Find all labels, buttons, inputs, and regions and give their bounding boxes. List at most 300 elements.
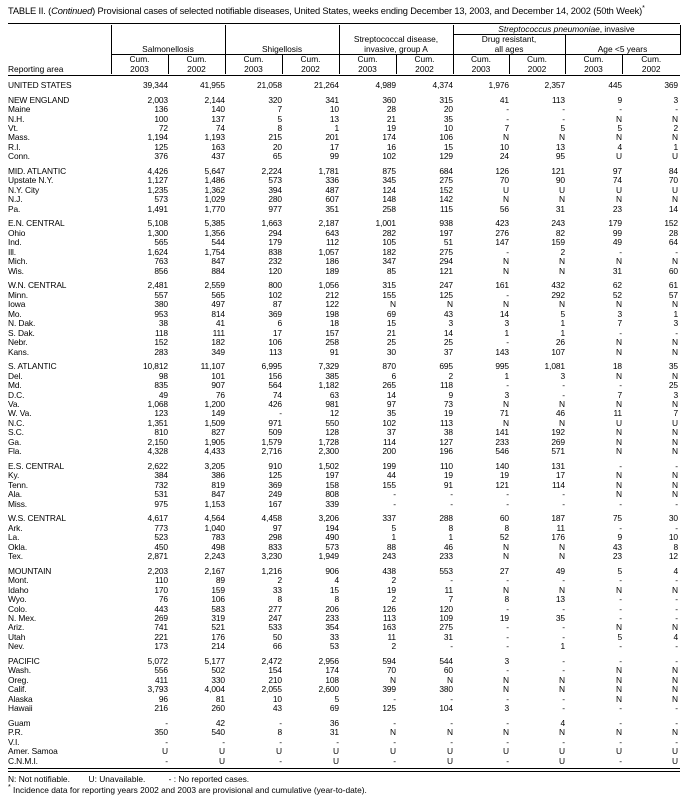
data-cell: 141: [495, 427, 509, 438]
table-row: [8, 238, 680, 247]
data-cell: N: [616, 398, 622, 409]
data-cell: -: [393, 736, 396, 747]
data-cell: 800: [268, 280, 282, 291]
table-row: [8, 205, 680, 214]
data-cell: 294: [268, 227, 282, 238]
reporting-area-cell: Kans.: [8, 346, 29, 357]
data-cell: 46: [443, 541, 453, 552]
data-cell: 533: [268, 622, 282, 633]
data-cell: N: [672, 693, 678, 704]
data-cell: 41: [499, 94, 509, 105]
data-cell: 201: [325, 132, 339, 143]
data-cell: 10,812: [142, 361, 168, 372]
data-cell: -: [619, 703, 622, 714]
data-cell: 5: [617, 122, 622, 133]
data-cell: 1,056: [318, 280, 339, 291]
data-cell: 82: [555, 227, 565, 238]
data-cell: 104: [439, 703, 453, 714]
table-row: [8, 533, 680, 542]
reporting-area-cell: D.C.: [8, 389, 25, 400]
data-cell: 938: [439, 218, 453, 229]
data-cell: -: [562, 703, 565, 714]
data-cell: 7: [617, 389, 622, 400]
table-row: [8, 338, 680, 347]
data-cell: -: [450, 575, 453, 586]
data-cell: 17: [555, 470, 565, 481]
data-cell: 732: [154, 479, 168, 490]
data-cell: U: [672, 151, 678, 162]
data-cell: 4: [334, 575, 339, 586]
data-cell: U: [503, 746, 509, 757]
data-cell: 98: [158, 370, 168, 381]
data-cell: N: [447, 674, 453, 685]
header-group-strep-pneumoniae-italic: Streptococcus pneumoniae: [498, 23, 600, 34]
data-cell: 10: [329, 104, 339, 115]
data-cell: 41,955: [199, 79, 225, 90]
data-cell: 4: [617, 141, 622, 152]
data-cell: 156: [268, 370, 282, 381]
data-cell: 7,329: [318, 361, 339, 372]
data-cell: N: [559, 398, 565, 409]
data-cell: N: [559, 584, 565, 595]
reporting-area-cell: Colo.: [8, 603, 28, 614]
data-cell: 7: [448, 594, 453, 605]
data-cell: 247: [439, 280, 453, 291]
data-cell: 546: [495, 446, 509, 457]
data-cell: 11: [613, 408, 622, 419]
table-row: [8, 567, 680, 576]
data-cell: 179: [608, 218, 622, 229]
data-cell: 3: [504, 318, 509, 329]
data-cell: 125: [154, 141, 168, 152]
data-cell: 1,193: [204, 132, 225, 143]
data-cell: 50: [272, 631, 282, 642]
notifiable-diseases-table: [8, 23, 680, 767]
data-cell: 121: [551, 165, 565, 176]
table-row: [8, 167, 680, 176]
data-cell: 319: [211, 613, 225, 624]
data-cell: -: [506, 622, 509, 633]
data-cell: -: [450, 693, 453, 704]
data-cell: 137: [211, 113, 225, 124]
data-cell: N: [559, 727, 565, 738]
data-cell: 210: [268, 674, 282, 685]
data-cell: 61: [668, 280, 678, 291]
data-cell: N: [390, 674, 396, 685]
data-cell: 111: [212, 327, 225, 338]
data-cell: 170: [154, 584, 168, 595]
data-cell: 155: [382, 479, 396, 490]
data-cell: 8: [277, 122, 282, 133]
table-row: [8, 391, 680, 400]
data-cell: 233: [439, 551, 453, 562]
reporting-area-cell: Minn.: [8, 289, 28, 300]
data-cell: -: [222, 736, 225, 747]
data-cell: 571: [551, 446, 565, 457]
data-cell: -: [562, 104, 565, 115]
data-cell: 1: [560, 641, 565, 652]
data-cell: 294: [439, 256, 453, 267]
data-cell: -: [279, 408, 282, 419]
data-cell: 2,481: [147, 280, 168, 291]
data-cell: N: [616, 446, 622, 457]
data-cell: 550: [325, 417, 339, 428]
table-row: [8, 543, 680, 552]
data-cell: 91: [443, 479, 453, 490]
data-cell: 60: [668, 265, 678, 276]
data-cell: 108: [325, 674, 339, 685]
data-cell: 174: [325, 665, 339, 676]
data-cell: 1,081: [544, 361, 565, 372]
footnote-incidence-note: [8, 785, 680, 795]
data-cell: 69: [386, 308, 396, 319]
data-cell: N: [672, 337, 678, 348]
data-cell: 14: [668, 203, 678, 214]
data-cell: -: [279, 736, 282, 747]
data-cell: -: [506, 337, 509, 348]
data-cell: 114: [382, 436, 396, 447]
reporting-area-cell: UNITED STATES: [8, 79, 72, 90]
data-cell: -: [562, 622, 565, 633]
data-cell: -: [393, 498, 396, 509]
data-cell: 243: [382, 551, 396, 562]
data-cell: U: [559, 755, 565, 766]
data-cell: 69: [329, 703, 339, 714]
data-cell: 140: [211, 104, 225, 115]
data-cell: 907: [211, 380, 225, 391]
data-cell: 292: [551, 289, 565, 300]
data-cell: 1,194: [147, 132, 168, 143]
data-cell: 10: [443, 122, 453, 133]
reporting-area-cell: MOUNTAIN: [8, 565, 52, 576]
reporting-area-cell: Md.: [8, 380, 22, 391]
data-cell: 70: [386, 665, 396, 676]
data-cell: 142: [439, 194, 453, 205]
data-cell: 11,107: [200, 361, 225, 372]
data-cell: 1,502: [318, 460, 339, 471]
data-cell: 65: [272, 151, 282, 162]
data-cell: 102: [382, 417, 396, 428]
data-cell: 72: [158, 122, 168, 133]
data-cell: N: [503, 584, 509, 595]
data-cell: -: [619, 380, 622, 391]
data-cell: -: [675, 327, 678, 338]
data-cell: 1,001: [375, 218, 396, 229]
table-row: [8, 257, 680, 266]
data-cell: N: [616, 584, 622, 595]
table-row: [8, 552, 680, 561]
data-cell: 4,004: [204, 684, 225, 695]
table-row: [8, 576, 680, 585]
data-cell: 23: [612, 551, 622, 562]
data-cell: -: [619, 246, 622, 257]
data-cell: -: [562, 603, 565, 614]
data-cell: 6: [391, 370, 396, 381]
data-cell: N: [672, 489, 678, 500]
data-cell: N: [672, 470, 678, 481]
reporting-area-cell: Pa.: [8, 203, 21, 214]
data-cell: 37: [386, 427, 396, 438]
data-cell: 9: [617, 94, 622, 105]
header-group-drug-resistant-line1: Drug resistant,: [481, 34, 537, 45]
data-cell: 1,509: [204, 417, 225, 428]
data-cell: 3: [504, 703, 509, 714]
data-cell: U: [616, 184, 622, 195]
data-cell: 1,728: [318, 436, 339, 447]
data-cell: 315: [439, 94, 453, 105]
data-cell: -: [165, 717, 168, 728]
data-cell: 163: [211, 141, 225, 152]
data-cell: 14: [386, 389, 396, 400]
reporting-area-cell: Utah: [8, 631, 26, 642]
data-cell: 2: [448, 370, 453, 381]
table-row: [8, 329, 680, 338]
cum-label: Cum.: [357, 54, 378, 65]
data-cell: N: [616, 256, 622, 267]
data-cell: 64: [668, 237, 678, 248]
data-cell: N: [672, 622, 678, 633]
data-cell: N: [616, 436, 622, 447]
reporting-area-cell: Miss.: [8, 498, 28, 509]
data-cell: 113: [382, 613, 396, 624]
data-cell: -: [619, 613, 622, 624]
data-cell: 4,374: [432, 79, 453, 90]
data-cell: -: [562, 693, 565, 704]
data-cell: 276: [495, 227, 509, 238]
header-group-strep-group-a-line1: Streptococcal disease,: [353, 34, 439, 45]
data-cell: -: [165, 736, 168, 747]
data-cell: 275: [439, 246, 453, 257]
table-row: [8, 471, 680, 480]
data-cell: -: [393, 755, 396, 766]
data-cell: -: [675, 603, 678, 614]
data-cell: 2: [391, 594, 396, 605]
data-cell: -: [450, 498, 453, 509]
data-cell: 1: [560, 327, 565, 338]
footnotes: [8, 774, 680, 795]
header-col-salmonellosis-2003: [111, 55, 168, 75]
data-cell: -: [506, 717, 509, 728]
data-cell: 2: [277, 575, 282, 586]
data-cell: 182: [382, 246, 396, 257]
data-cell: 384: [154, 470, 168, 481]
data-cell: 3: [560, 370, 565, 381]
data-cell: 88: [386, 541, 396, 552]
data-cell: 158: [325, 479, 339, 490]
data-cell: 523: [154, 532, 168, 543]
data-cell: 125: [439, 289, 453, 300]
data-cell: N: [559, 194, 565, 205]
data-cell: 122: [325, 299, 339, 310]
data-cell: 19: [386, 122, 396, 133]
data-cell: 5,385: [204, 218, 225, 229]
footnote-star: *: [8, 783, 11, 791]
data-cell: -: [619, 755, 622, 766]
data-cell: 46: [555, 408, 565, 419]
data-cell: N: [503, 684, 509, 695]
data-cell: 52: [499, 532, 509, 543]
data-cell: U: [503, 184, 509, 195]
data-cell: -: [165, 755, 168, 766]
table-row: [8, 481, 680, 490]
header-group-salmonellosis-label: Salmonellosis: [142, 43, 194, 54]
table-row: [8, 124, 680, 133]
data-cell: 13: [555, 141, 565, 152]
data-cell: -: [619, 594, 622, 605]
data-cell: 4,458: [261, 513, 282, 524]
data-cell: 118: [439, 380, 453, 391]
data-cell: 509: [268, 427, 282, 438]
data-cell: 19: [499, 613, 509, 624]
data-cell: 7: [277, 104, 282, 115]
data-cell: N: [672, 436, 678, 447]
data-cell: 33: [329, 631, 339, 642]
data-cell: 107: [551, 346, 565, 357]
reporting-area-cell: Amer. Samoa: [8, 746, 58, 757]
cum-label: Cum.: [129, 54, 150, 65]
data-cell: -: [562, 656, 565, 667]
data-cell: 11: [387, 631, 396, 642]
data-cell: 8: [334, 594, 339, 605]
data-cell: 12: [668, 551, 678, 562]
data-cell: 5: [334, 693, 339, 704]
data-cell: 2: [391, 575, 396, 586]
data-cell: 73: [443, 398, 453, 409]
data-cell: N: [672, 194, 678, 205]
data-cell: 347: [382, 256, 396, 267]
data-cell: 99: [612, 227, 622, 238]
data-cell: 4,328: [147, 446, 168, 457]
data-cell: 498: [211, 541, 225, 552]
data-cell: 394: [268, 184, 282, 195]
data-cell: 8: [504, 594, 509, 605]
data-cell: N: [616, 622, 622, 633]
data-cell: 450: [154, 541, 168, 552]
data-cell: 194: [325, 522, 339, 533]
cum-label: Cum.: [414, 54, 435, 65]
header-group-strep-pneumoniae: [453, 25, 680, 35]
data-cell: N: [672, 584, 678, 595]
data-cell: N: [672, 446, 678, 457]
data-cell: -: [562, 113, 565, 124]
data-cell: 152: [154, 337, 168, 348]
header-group-age-under-5-label: Age <5 years: [597, 43, 648, 54]
reporting-area-cell: Fla.: [8, 446, 22, 457]
data-cell: 258: [325, 337, 339, 348]
data-cell: 3: [504, 389, 509, 400]
data-cell: -: [619, 717, 622, 728]
data-cell: 75: [612, 513, 622, 524]
data-cell: 43: [443, 308, 453, 319]
data-cell: 74: [272, 389, 282, 400]
reporting-area-cell: Upstate N.Y.: [8, 175, 54, 186]
title-footnote-marker: *: [642, 4, 645, 12]
data-cell: 3: [617, 308, 622, 319]
data-cell: U: [559, 746, 565, 757]
data-cell: 20: [443, 104, 453, 115]
data-cell: 149: [211, 408, 225, 419]
title-continued: Continued: [51, 6, 93, 16]
reporting-area-cell: Ill.: [8, 246, 16, 257]
data-cell: -: [675, 641, 678, 652]
data-cell: -: [450, 489, 453, 500]
data-cell: 808: [325, 489, 339, 500]
data-cell: U: [672, 417, 678, 428]
reporting-area-cell: W.S. CENTRAL: [8, 513, 66, 524]
data-cell: N: [559, 299, 565, 310]
reporting-area-cell: S. Dak.: [8, 327, 35, 338]
data-cell: 1,754: [204, 246, 225, 257]
data-cell: 91: [329, 346, 339, 357]
header-col-age-under-5-2002: [622, 55, 680, 75]
data-cell: 125: [268, 470, 282, 481]
reporting-area-cell: Nev.: [8, 641, 25, 652]
data-cell: 814: [211, 308, 225, 319]
data-cell: N: [447, 299, 453, 310]
data-cell: -: [675, 498, 678, 509]
data-cell: 136: [154, 104, 168, 115]
data-cell: -: [619, 498, 622, 509]
data-cell: 28: [668, 227, 678, 238]
data-cell: 14: [443, 327, 453, 338]
title-suffix: ) Provisional cases of selected notifiable diseases, United States, weeks ending December 13, 2003, and December 14, 2002 (50th Week): [92, 6, 643, 16]
data-cell: N: [503, 398, 509, 409]
data-cell: 1,182: [318, 380, 339, 391]
data-cell: -: [562, 575, 565, 586]
data-cell: N: [503, 194, 509, 205]
reporting-area-cell: Wis.: [8, 265, 24, 276]
data-cell: 21: [386, 113, 396, 124]
data-cell: 56: [499, 203, 509, 214]
data-cell: 197: [325, 470, 339, 481]
table-row: [8, 248, 680, 257]
data-cell: 330: [211, 674, 225, 685]
data-cell: 74: [612, 175, 622, 186]
data-cell: -: [619, 575, 622, 586]
data-cell: -: [393, 717, 396, 728]
data-cell: 521: [211, 622, 225, 633]
data-cell: -: [506, 603, 509, 614]
data-cell: 148: [382, 194, 396, 205]
data-cell: N: [672, 674, 678, 685]
data-cell: 247: [268, 613, 282, 624]
data-cell: -: [506, 289, 509, 300]
data-cell: 157: [325, 327, 339, 338]
data-cell: N: [559, 684, 565, 695]
data-cell: N: [616, 346, 622, 357]
data-cell: N: [616, 674, 622, 685]
data-cell: 490: [325, 532, 339, 543]
table-row: [8, 281, 680, 290]
data-cell: -: [336, 736, 339, 747]
data-cell: -: [393, 693, 396, 704]
data-cell: U: [447, 746, 453, 757]
data-cell: 4,433: [204, 446, 225, 457]
data-cell: -: [675, 594, 678, 605]
header-col-drug-resistant-2003: [453, 55, 509, 75]
table-row: [8, 657, 680, 666]
data-cell: 197: [439, 227, 453, 238]
data-cell: N: [672, 727, 678, 738]
data-cell: 53: [329, 641, 339, 652]
data-cell: N: [616, 470, 622, 481]
data-cell: -: [279, 755, 282, 766]
data-cell: 30: [668, 513, 678, 524]
data-cell: -: [506, 104, 509, 115]
data-cell: 1,300: [147, 227, 168, 238]
data-cell: 25: [668, 380, 678, 391]
reporting-area-cell: Hawaii: [8, 703, 33, 714]
